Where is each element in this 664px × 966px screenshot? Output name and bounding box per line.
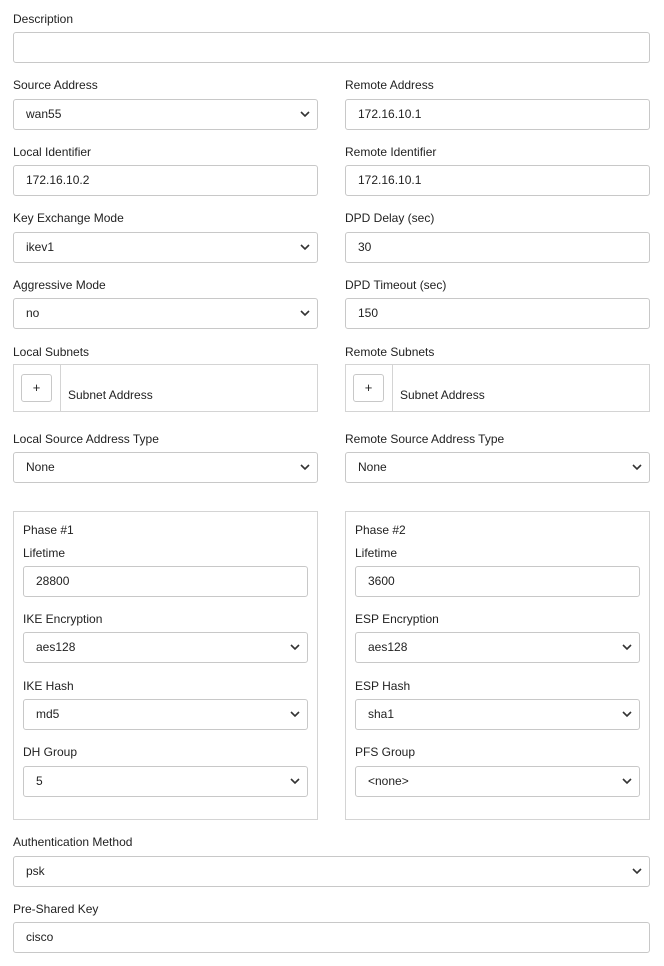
chevron-down-icon	[622, 643, 632, 651]
pre-shared-key-label: Pre-Shared Key	[13, 902, 99, 916]
dpd-delay-label: DPD Delay (sec)	[345, 211, 435, 225]
local-source-address-type-label: Local Source Address Type	[13, 432, 159, 446]
pfs-group-select[interactable]	[355, 766, 640, 797]
chevron-down-icon	[622, 777, 632, 785]
pre-shared-key-input[interactable]: cisco	[13, 922, 650, 953]
esp-encryption-value: aes128	[368, 640, 408, 654]
ike-hash-select[interactable]	[23, 699, 308, 730]
local-subnet-column-header: Subnet Address	[68, 388, 153, 402]
chevron-down-icon	[632, 867, 642, 875]
ike-encryption-select[interactable]	[23, 632, 308, 663]
esp-hash-label: ESP Hash	[355, 679, 411, 693]
remote-source-address-type-label: Remote Source Address Type	[345, 432, 505, 446]
remote-identifier-input[interactable]: 172.16.10.1	[345, 165, 650, 196]
source-address-select[interactable]	[13, 99, 318, 130]
remote-subnet-column-header: Subnet Address	[400, 388, 485, 402]
key-exchange-mode-select[interactable]	[13, 232, 318, 263]
local-source-address-type-select[interactable]	[13, 452, 318, 483]
divider	[60, 365, 61, 411]
phase2-lifetime-input[interactable]: 3600	[355, 566, 640, 597]
add-local-subnet-button[interactable]: +	[21, 374, 52, 402]
remote-address-label: Remote Address	[345, 78, 434, 92]
local-subnets-label: Local Subnets	[13, 345, 90, 359]
dpd-timeout-input[interactable]: 150	[345, 298, 650, 329]
aggressive-mode-label: Aggressive Mode	[13, 278, 106, 292]
dpd-timeout-label: DPD Timeout (sec)	[345, 278, 447, 292]
ike-hash-label: IKE Hash	[23, 679, 74, 693]
aggressive-mode-value: no	[26, 306, 40, 320]
chevron-down-icon	[300, 309, 310, 317]
chevron-down-icon	[300, 110, 310, 118]
chevron-down-icon	[622, 710, 632, 718]
remote-subnets-label: Remote Subnets	[345, 345, 435, 359]
authentication-method-select[interactable]	[13, 856, 650, 887]
chevron-down-icon	[290, 777, 300, 785]
phase1-panel	[13, 511, 318, 820]
dpd-delay-input[interactable]: 30	[345, 232, 650, 263]
chevron-down-icon	[300, 463, 310, 471]
dh-group-value: 5	[36, 774, 43, 788]
add-remote-subnet-button[interactable]: +	[353, 374, 384, 402]
esp-hash-value: sha1	[368, 707, 395, 721]
phase1-lifetime-label: Lifetime	[23, 546, 66, 560]
description-input[interactable]	[13, 32, 650, 63]
chevron-down-icon	[632, 463, 642, 471]
phase1-title: Phase #1	[23, 523, 74, 537]
authentication-method-value: psk	[26, 864, 45, 878]
dh-group-select[interactable]	[23, 766, 308, 797]
local-source-address-type-value: None	[26, 460, 55, 474]
source-address-value: wan55	[26, 107, 62, 121]
pfs-group-value: <none>	[368, 774, 409, 788]
divider	[392, 365, 393, 411]
phase1-lifetime-input[interactable]: 28800	[23, 566, 308, 597]
local-identifier-label: Local Identifier	[13, 145, 92, 159]
dh-group-label: DH Group	[23, 745, 78, 759]
remote-subnets-table	[345, 364, 650, 412]
key-exchange-mode-value: ikev1	[26, 240, 55, 254]
chevron-down-icon	[290, 643, 300, 651]
description-label: Description	[13, 12, 74, 26]
pfs-group-label: PFS Group	[355, 745, 416, 759]
local-identifier-input[interactable]: 172.16.10.2	[13, 165, 318, 196]
remote-source-address-type-select[interactable]	[345, 452, 650, 483]
esp-encryption-select[interactable]	[355, 632, 640, 663]
esp-encryption-label: ESP Encryption	[355, 612, 439, 626]
authentication-method-label: Authentication Method	[13, 835, 133, 849]
phase2-lifetime-label: Lifetime	[355, 546, 398, 560]
remote-identifier-label: Remote Identifier	[345, 145, 437, 159]
ike-encryption-label: IKE Encryption	[23, 612, 103, 626]
local-subnets-table	[13, 364, 318, 412]
ike-encryption-value: aes128	[36, 640, 76, 654]
remote-address-input[interactable]: 172.16.10.1	[345, 99, 650, 130]
ike-hash-value: md5	[36, 707, 60, 721]
aggressive-mode-select[interactable]	[13, 298, 318, 329]
chevron-down-icon	[290, 710, 300, 718]
remote-source-address-type-value: None	[358, 460, 387, 474]
key-exchange-mode-label: Key Exchange Mode	[13, 211, 124, 225]
source-address-label: Source Address	[13, 78, 98, 92]
phase2-title: Phase #2	[355, 523, 406, 537]
chevron-down-icon	[300, 243, 310, 251]
phase2-panel	[345, 511, 650, 820]
esp-hash-select[interactable]	[355, 699, 640, 730]
